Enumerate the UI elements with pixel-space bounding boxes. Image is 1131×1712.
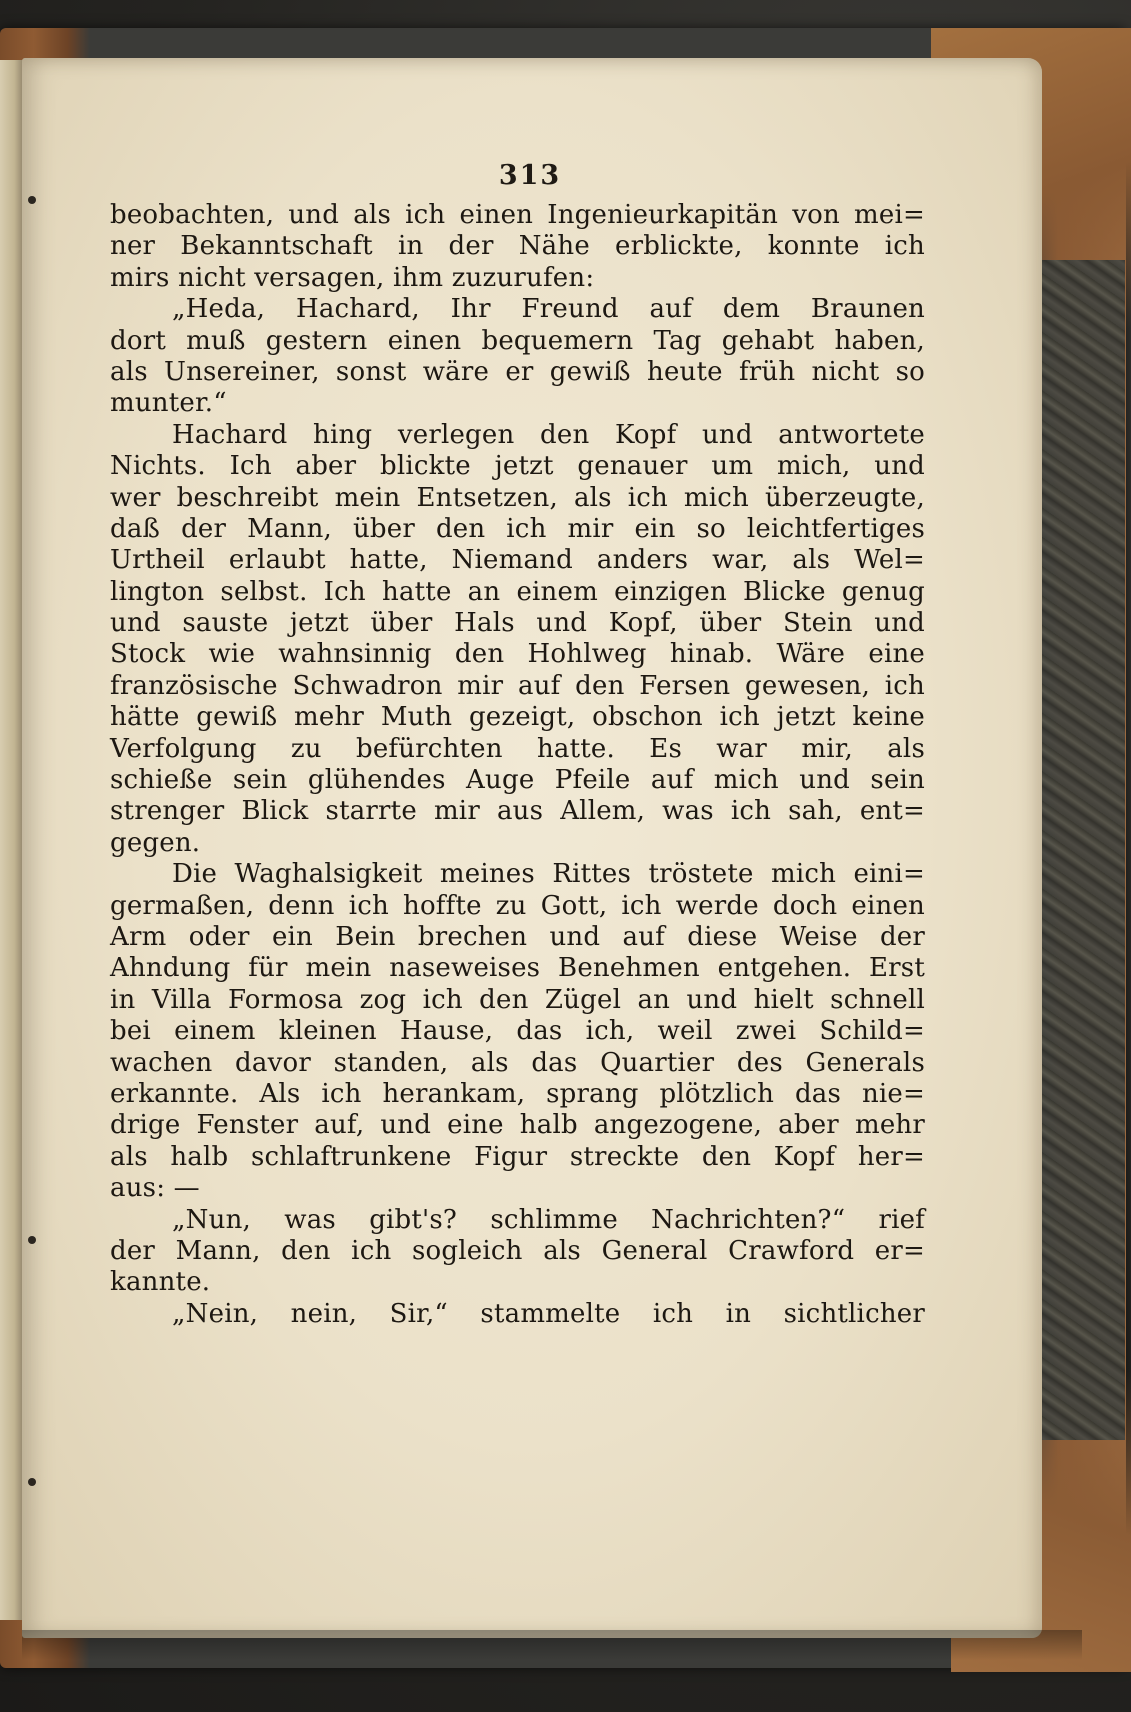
text-line: munter.“ <box>110 388 227 419</box>
binding-hole <box>28 1236 36 1244</box>
text-line: der Mann, den ich sogleich als General Crawford er= <box>110 1235 925 1266</box>
text-line: germaßen, denn ich hoffte zu Gott, ich werde doch einen <box>110 890 925 921</box>
text-line: als Unsereiner, sonst wäre er gewiß heute früh nicht so <box>110 356 925 387</box>
text-line: Arm oder ein Bein brechen und auf diese Weise der <box>110 921 925 952</box>
text-line: dort muß gestern einen bequemern Tag gehabt haben, <box>110 325 925 356</box>
text-line: Verfolgung zu befürchten hatte. Es war mir, als <box>110 733 925 764</box>
text-line: ner Bekanntschaft in der Nähe erblickte, konnte ich <box>110 231 925 262</box>
text-line: Nichts. Ich aber blickte jetzt genauer um mich, und <box>110 451 925 482</box>
text-line: Die Waghalsigkeit meines Rittes tröstete mich eini= <box>172 859 925 890</box>
text-line: erkannte. Als ich herankam, sprang plötzlich das nie= <box>110 1078 925 1109</box>
text-line: Hachard hing verlegen den Kopf und antwortete <box>172 419 925 450</box>
page-edge-left <box>0 60 24 1620</box>
text-line: in Villa Formosa zog ich den Zügel an und hielt schnell <box>110 984 925 1015</box>
binding-hole <box>28 1478 36 1486</box>
text-line: französische Schwadron mir auf den Fersen gewesen, ich <box>110 670 925 701</box>
text-line: und sauste jetzt über Hals und Kopf, über Stein und <box>110 608 925 639</box>
text-line: drige Fenster auf, und eine halb angezogene, aber mehr <box>110 1110 925 1141</box>
text-line: „Nun, was gibt's? schlimme Nachrichten?“ rief <box>172 1204 925 1235</box>
page-number: 313 <box>498 160 562 191</box>
page-bottom-shadow <box>22 1630 1082 1660</box>
text-line: Stock wie wahnsinnig den Hohlweg hinab. Wäre eine <box>110 639 925 670</box>
text-line: kannte. <box>110 1267 211 1298</box>
body-text <box>110 200 925 1330</box>
text-line: beobachten, und als ich einen Ingenieurkapitän von mei= <box>110 200 925 230</box>
text-line: wachen davor standen, als das Quartier des Generals <box>110 1047 925 1078</box>
text-line: gegen. <box>110 827 201 858</box>
text-line: wer beschreibt mein Entsetzen, als ich mich überzeugte, <box>110 482 925 513</box>
text-line: Urtheil erlaubt hatte, Niemand anders war, als Wel= <box>110 545 925 576</box>
binding-hole <box>28 196 36 204</box>
text-line: hätte gewiß mehr Muth gezeigt, obschon ich jetzt keine <box>110 702 925 733</box>
text-line: „Nein, nein, Sir,“ stammelte ich in sichtlicher <box>172 1298 925 1329</box>
text-line: schieße sein glühendes Auge Pfeile auf mich und sein <box>110 765 925 796</box>
text-line: als halb schlaftrunkene Figur streckte den Kopf her= <box>110 1141 925 1172</box>
marbled-board <box>1035 260 1125 1440</box>
text-line: „Heda, Hachard, Ihr Freund auf dem Braunen <box>172 294 925 325</box>
text-line: strenger Blick starrte mir aus Allem, was ich sah, ent= <box>110 796 925 827</box>
text-line: mirs nicht versagen, ihm zuzurufen: <box>110 262 595 293</box>
text-line: Ahndung für mein naseweises Benehmen entgehen. Erst <box>110 953 925 984</box>
text-line: aus: — <box>110 1173 200 1204</box>
text-line: bei einem kleinen Hause, das ich, weil zwei Schild= <box>110 1016 925 1047</box>
text-line: lington selbst. Ich hatte an einem einzigen Blicke genug <box>110 576 925 607</box>
text-line: daß der Mann, über den ich mir ein so leichtfertiges <box>110 513 925 544</box>
